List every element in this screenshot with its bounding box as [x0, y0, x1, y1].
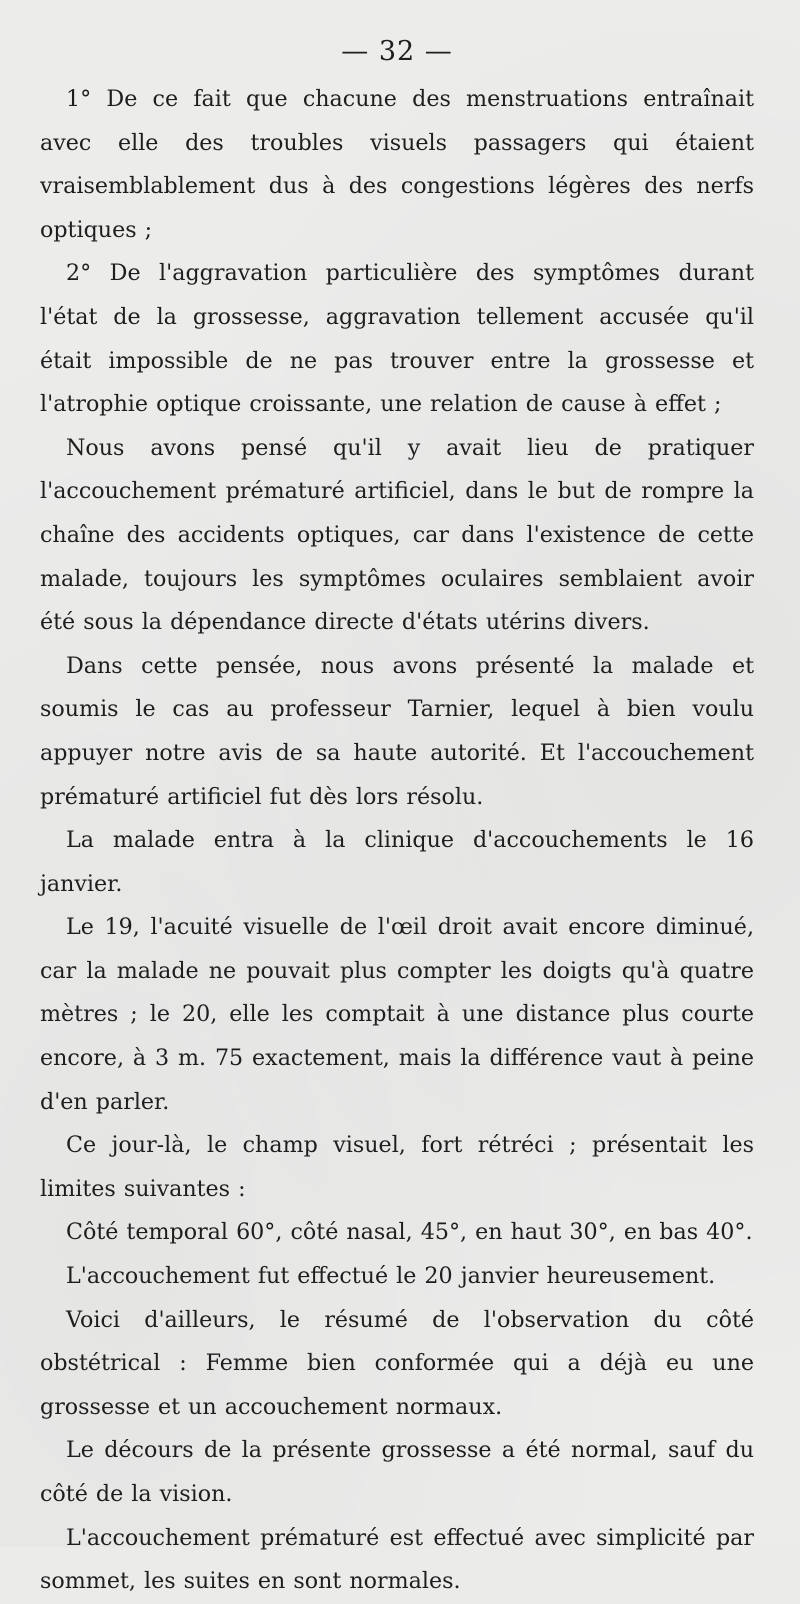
paragraph-7: Ce jour-là, le champ visuel, fort rétréci ; présentait les limites suivantes :: [40, 1132, 754, 1202]
paragraph-10: Voici d'ailleurs, le résumé de l'observation du côté obstétrical : Femme bien conformée qui a déjà eu une grossesse et un accouchement normaux.: [40, 1306, 754, 1420]
paragraph-11: Le décours de la présente grossesse a été normal, sauf du côté de la vision.: [40, 1437, 754, 1507]
paragraph-6: Le 19, l'acuité visuelle de l'œil droit avait encore diminué, car la malade ne pouvait plus compter les doigts qu'à quatre mètres ; le 20, elle les comptait à une distance plus courte encore, à 3 m. 75 exactement, mais la différence vaut à peine d'en parler.: [40, 914, 754, 1115]
paragraph-2: 2° De l'aggravation particulière des symptômes durant l'état de la grossesse, aggravation tellement accusée qu'il était impossible de ne pas trouver entre la grossesse et l'atrophie optique croissante, une relation de cause à effet ;: [40, 260, 754, 418]
paragraph-8: Côté temporal 60°, côté nasal, 45°, en haut 30°, en bas 40°.: [66, 1219, 753, 1246]
paragraph-4: Dans cette pensée, nous avons présenté la malade et soumis le cas au professeur Tarnier, lequel à bien voulu appuyer notre avis de sa haute autorité. Et l'accouchement prématuré artificiel fut dès lors résolu.: [40, 652, 754, 810]
paragraph-5: La malade entra à la clinique d'accouchements le 16 janvier.: [40, 827, 754, 897]
page-number: — 32 —: [341, 36, 453, 67]
paragraph-3: Nous avons pensé qu'il y avait lieu de pratiquer l'accouchement prématuré artificiel, dans le but de rompre la chaîne des accidents optiques, car dans l'existence de cette malade, toujours les symptômes oculaires semblaient avoir été sous la dépendance directe d'états utérins divers.: [40, 434, 754, 636]
paragraph-9: L'accouchement fut effectué le 20 janvier heureusement.: [66, 1263, 716, 1290]
paragraph-1: 1° De ce fait que chacune des menstruations entraînait avec elle des troubles visuels passagers qui étaient vraisemblablement dus à des congestions légères des nerfs optiques ;: [40, 86, 754, 243]
paragraph-12: L'accouchement prématuré est effectué avec simplicité par sommet, les suites en sont normales.: [40, 1524, 754, 1595]
